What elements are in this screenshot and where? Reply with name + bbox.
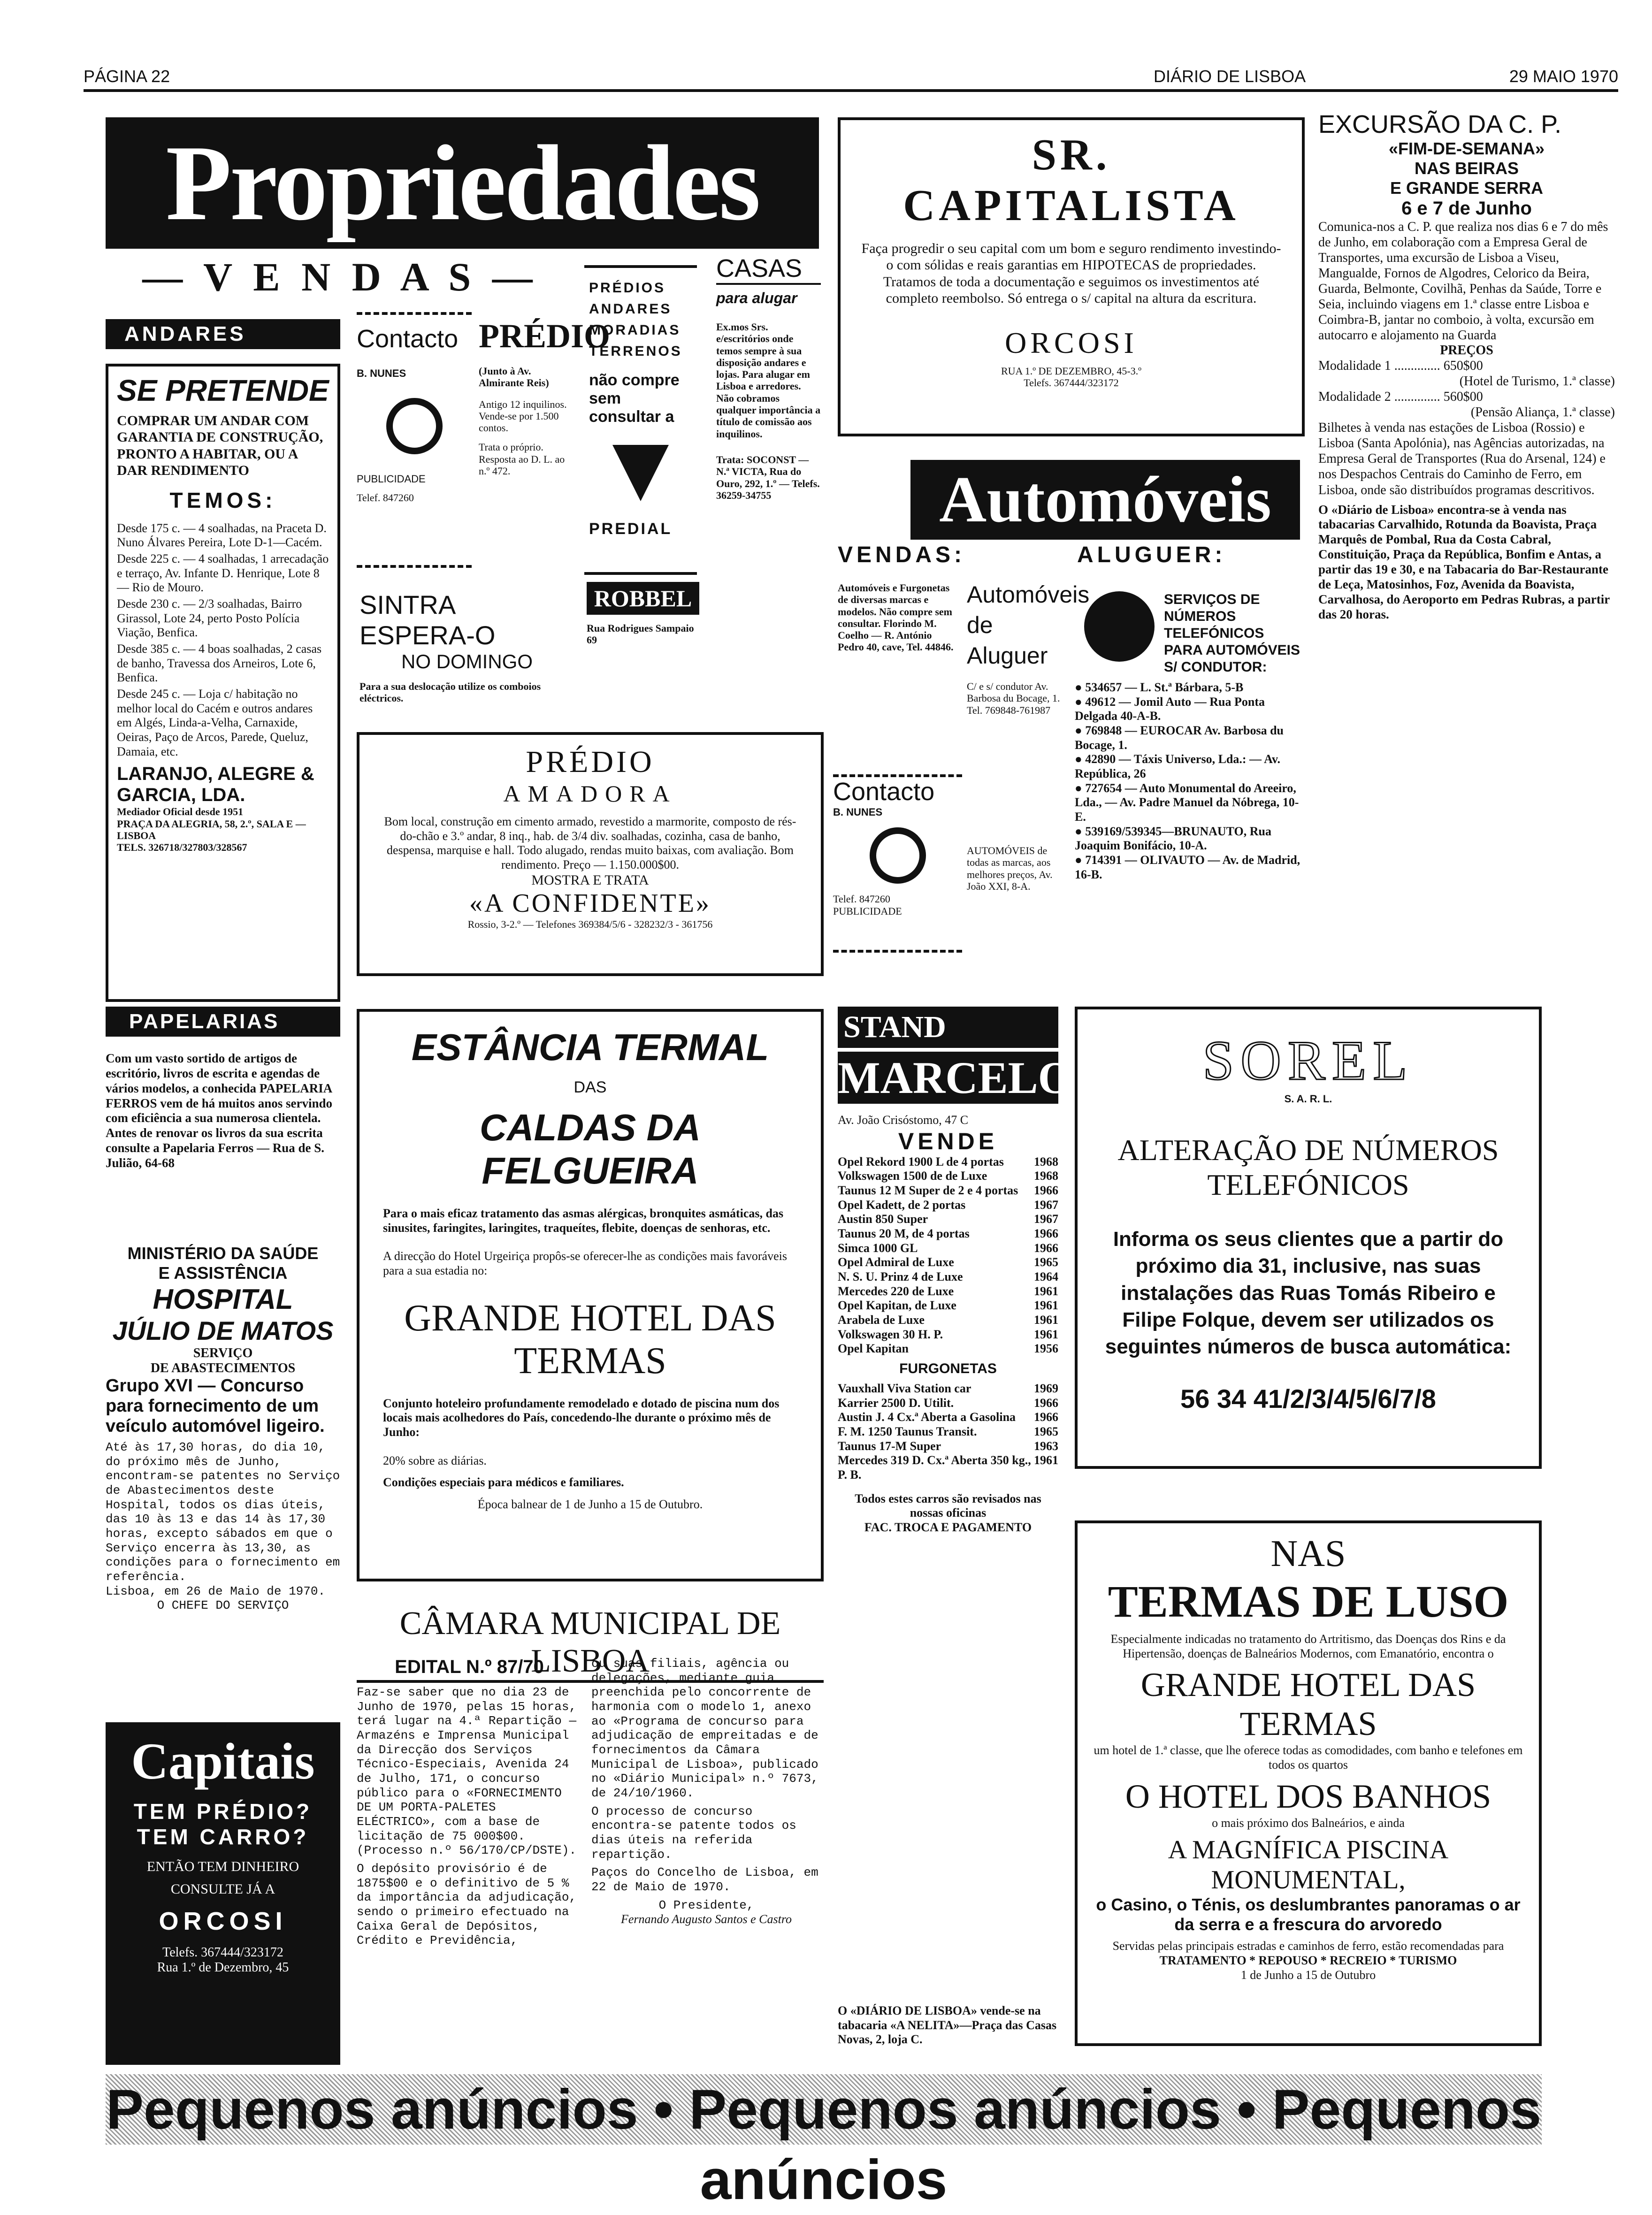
estancia-p3: Conjunto hoteleiro profundamente remodelado e dotado de piscina num dos locais mais acolhedores do País, concedendo-lhe durante o próximo mês de Junho: bbox=[383, 1396, 780, 1439]
car-row bbox=[838, 1198, 1058, 1213]
ministerio-t1: MINISTÉRIO DA SAÚDE bbox=[127, 1244, 319, 1263]
casas-title: CASAS bbox=[716, 254, 821, 285]
contacto-name: B. NUNES bbox=[357, 367, 406, 379]
pequenos-banner bbox=[106, 2074, 1542, 2211]
car-row bbox=[838, 1410, 1058, 1425]
casas-trata: Trata: SOCONST — N.ª VICTA, Rua do Ouro, 292, 1.º — Telefs. 36259-34755 bbox=[716, 453, 820, 501]
car-model: Opel Kapitan, de Luxe bbox=[838, 1298, 956, 1313]
andares-label: ANDARES bbox=[106, 319, 340, 349]
capitalista-company: ORCOSI bbox=[1005, 326, 1138, 359]
phone-item: ● 714391 — OLIVAUTO — Av. de Madrid, 16-B. bbox=[1075, 853, 1300, 881]
predio-small-sub: (Junto à Av. Almirante Reis) bbox=[479, 365, 549, 389]
car-model: Opel Admiral de Luxe bbox=[838, 1255, 954, 1269]
estancia-t3: CALDAS DA FELGUEIRA bbox=[479, 1107, 701, 1192]
car-row bbox=[838, 1155, 1058, 1169]
amadora-addr: Rossio, 3-2.º — Telefones 369384/5/6 - 328232/3 - 361756 bbox=[467, 918, 713, 930]
car-year: 1967 bbox=[1034, 1198, 1058, 1212]
automoveis-title: Automóveis bbox=[910, 460, 1300, 540]
predio-small-title: PRÉDIO bbox=[479, 317, 611, 355]
papelarias-label: PAPELARIAS bbox=[106, 1007, 340, 1037]
car-row bbox=[838, 1382, 1058, 1396]
andares-title: SE PRETENDE bbox=[117, 374, 329, 407]
andares-company: LARANJO, ALEGRE & GARCIA, LDA. bbox=[117, 764, 314, 806]
robbel-addr: Rua Rodrigues Sampaio 69 bbox=[587, 622, 694, 646]
contacto2-tel: Telef. 847260 bbox=[833, 893, 890, 905]
excursao-precos: PREÇOS bbox=[1440, 343, 1493, 358]
camara-col2c: Paços do Concelho de Lisboa, em 22 de Maio de 1970. bbox=[591, 1865, 818, 1894]
car-year: 1969 bbox=[1034, 1382, 1058, 1396]
stand-vende: VENDE bbox=[898, 1128, 998, 1154]
car-model: Taunus 12 M Super de 2 e 4 portas bbox=[838, 1184, 1018, 1198]
stand-title2: MARCELO bbox=[838, 1053, 1073, 1103]
luso-t1: Especialmente indicadas no tratamento do Artritismo, das Doenças dos Rins e da Hipertensão, doenças de Balneários Modernos, com Emanatório, encontra o bbox=[1110, 1632, 1506, 1660]
capitais-l4: CONSULTE JÁ A bbox=[170, 1881, 275, 1897]
ministerio-t5: SERVIÇO bbox=[193, 1346, 253, 1360]
sintra-text: Para a sua deslocação utilize os comboios eléctricos. bbox=[359, 680, 541, 704]
car-year: 1956 bbox=[1034, 1342, 1058, 1356]
car-row bbox=[838, 1298, 1058, 1313]
predial-line: ANDARES bbox=[589, 301, 672, 317]
luso-h3: A MAGNÍFICA PISCINA MONUMENTAL, bbox=[1168, 1835, 1449, 1895]
andares-ad bbox=[106, 364, 340, 1002]
sintra-title: SINTRA ESPERA-O bbox=[359, 590, 496, 650]
car-year: 1965 bbox=[1034, 1255, 1058, 1269]
car-row bbox=[838, 1169, 1058, 1184]
down-arrow-icon bbox=[612, 445, 669, 501]
sorel-title: ALTERAÇÃO DE NÚMEROS TELEFÓNICOS bbox=[1117, 1133, 1499, 1202]
luso-t6: TRATAMENTO * REPOUSO * RECREIO * TURISMO bbox=[1159, 1954, 1457, 1968]
luso-t2: um hotel de 1.ª classe, que lhe oferece todas as comodidades, com banho e telefones em todos os quartos bbox=[1094, 1743, 1523, 1772]
excursao-mod1b: (Hotel de Turismo, 1.ª classe) bbox=[1459, 374, 1615, 389]
car-row bbox=[838, 1184, 1058, 1198]
car-model: Taunus 17-M Super bbox=[838, 1439, 941, 1453]
stand-furg: FURGONETAS bbox=[899, 1361, 997, 1377]
contacto2-name: B. NUNES bbox=[833, 806, 883, 818]
camara-edital: EDITAL N.º 87/70 bbox=[395, 1657, 544, 1677]
phone-item: ● 769848 — EUROCAR Av. Barbosa du Bocage, 1. bbox=[1075, 724, 1284, 752]
car-model: F. M. 1250 Taunus Transit. bbox=[838, 1425, 977, 1439]
car-year: 1967 bbox=[1034, 1212, 1058, 1226]
car-row bbox=[838, 1270, 1058, 1284]
vendas-heading: — V E N D A S — bbox=[142, 254, 538, 299]
excursao-title: EXCURSÃO DA C. P. bbox=[1318, 110, 1562, 138]
phone-item: ● 42890 — Táxis Universo, Lda.: — Av. República, 26 bbox=[1075, 752, 1281, 781]
contacto-pub: PUBLICIDADE bbox=[357, 473, 426, 485]
luso-t3: o mais próximo dos Balneários, e ainda bbox=[1212, 1816, 1405, 1830]
page-number: PÁGINA 22 bbox=[84, 67, 170, 86]
capitalista-title: SR. CAPITALISTA bbox=[903, 130, 1239, 230]
stand-addr: Av. João Crisóstomo, 47 C bbox=[838, 1113, 969, 1127]
andares-mediador: Mediador Oficial desde 1951 bbox=[117, 806, 244, 818]
car-model: Opel Kapitan bbox=[838, 1342, 909, 1356]
ministerio-t3: HOSPITAL bbox=[153, 1283, 293, 1315]
car-model: Arabela de Luxe bbox=[838, 1313, 925, 1327]
camara-ad bbox=[357, 1605, 824, 2065]
sintra-ad bbox=[357, 587, 577, 704]
car-year: 1968 bbox=[1034, 1169, 1058, 1183]
luso-ad bbox=[1075, 1520, 1542, 2046]
camara-col1: Faz-se saber que no dia 23 de Junho de 1970, pelas 15 horas, terá lugar na 4.ª Repartição — Armazéns e Imprensa Municipal da Direcção dos Serviços Técnico-Especiais, Avenida 24 de Julho, 171, o concurso público para o «FORNECIMENTO DE UM PORTA-PALETES ELÉCTRICO», com a base de licitação de 75 000$00. (Processo n.º 56/170/CP/DSTE). bbox=[357, 1685, 577, 1858]
car-row bbox=[838, 1453, 1058, 1482]
robbel-ad bbox=[587, 582, 699, 676]
automoveis-vendas-text: Automóveis e Furgonetas de diversas marcas e modelos. Não compre sem consultar. Florindo M. Coelho — R. António Pedro 40, cave, Tel. 44846. bbox=[838, 582, 954, 653]
amadora-mostra: MOSTRA E TRATA bbox=[531, 872, 649, 888]
luso-t5: Servidas pelas principais estradas e caminhos de ferro, estão recomendadas para bbox=[1112, 1939, 1504, 1953]
papelarias-text: Com um vasto sortido de artigos de escritório, livros de escrita e agendas de vários modelos, a conhecida PAPELARIA FERROS vem de há muitos anos servindo com eficiência a sua numerosa clientela. Antes de renovar os livros da sua escrita consulte a Papelaria Ferros — Rua de S. Julião, 64-68 bbox=[106, 1051, 333, 1170]
andares-item: Desde 230 c. — 2/3 soalhadas, Bairro Girassol, Lote 24, perto Posto Polícia Viação, Benfica. bbox=[117, 596, 302, 640]
ministerio-ad bbox=[106, 1244, 340, 1703]
predio-amadora-ad bbox=[357, 732, 824, 976]
car-year: 1966 bbox=[1034, 1227, 1058, 1241]
capitais-l5: ORCOSI bbox=[159, 1907, 287, 1935]
car-row bbox=[838, 1241, 1058, 1256]
car-model: Opel Rekord 1900 L de 4 portas bbox=[838, 1154, 1004, 1169]
capitais-l6: Telefs. 367444/323172 bbox=[162, 1945, 283, 1960]
car-model: Mercedes 220 de Luxe bbox=[838, 1284, 954, 1298]
predial-line: MORADIAS bbox=[589, 322, 681, 338]
car-model: Karrier 2500 D. Utilit. bbox=[838, 1396, 954, 1410]
predial-bottom: PREDIAL bbox=[589, 520, 673, 538]
sorel-brand: SOREL bbox=[1202, 1029, 1414, 1092]
car-model: Volkswagen 1500 de de Luxe bbox=[838, 1169, 987, 1183]
predial-line: TERRENOS bbox=[589, 344, 682, 359]
andares-tels: TELS. 326718/327803/328567 bbox=[117, 841, 247, 854]
car-row bbox=[838, 1396, 1058, 1411]
andares-item: Desde 225 c. — 4 soalhadas, 1 arrecadação e terraço, Av. Infante D. Henrique, Lote 8 — Rio de Mouro. bbox=[117, 551, 329, 595]
phone-item: ● 539169/539345—BRUNAUTO, Rua Joaquim Bonifácio, 10-A. bbox=[1075, 824, 1271, 853]
excursao-text2: Bilhetes à venda nas estações de Lisboa (Rossio) e Lisboa (Santa Apolónia), nas Agências autorizadas, na Empresa Geral de Transportes (Rua do Arsenal, 124) e nos Despachos Centrais do Caminho de Ferro, em Lisboa, onde são distribuídos programas descritivos. bbox=[1318, 420, 1606, 497]
car-year: 1966 bbox=[1034, 1396, 1058, 1410]
car-model: Austin J. 4 Cx.ª Aberta a Gasolina bbox=[838, 1410, 1016, 1424]
predio-small-ad bbox=[474, 312, 611, 568]
stand-fac: FAC. TROCA E PAGAMENTO bbox=[864, 1520, 1032, 1535]
car-year: 1961 bbox=[1034, 1284, 1058, 1298]
excursao-sub1: «FIM-DE-SEMANA» bbox=[1388, 139, 1545, 158]
andares-item: Desde 245 c. — Loja c/ habitação no melhor local do Cacém e outros andares em Algés, Linda-a-Velha, Carnaxide, Oeiras, Paço de Arcos, Parede, Queluz, Damaia, etc. bbox=[117, 687, 313, 758]
telephone-icon bbox=[1084, 591, 1155, 662]
casas-sub: para alugar bbox=[716, 290, 797, 306]
capitais-l1: TEM PRÉDIO? bbox=[133, 1799, 313, 1824]
car-row bbox=[838, 1227, 1058, 1241]
casas-text: Ex.mos Srs. e/escritórios onde temos sempre à sua disposição andares e lojas. Para alugar em Lisboa e arredores. Não cobramos qualquer importância a título de comissão aos inquilinos. bbox=[716, 321, 821, 440]
car-year: 1964 bbox=[1034, 1270, 1058, 1284]
amadora-title: PRÉDIO bbox=[526, 745, 655, 779]
contacto-logo-icon bbox=[386, 398, 443, 454]
predio-small-text: Antigo 12 inquilinos. Vende-se por 1.500 contos. bbox=[479, 398, 567, 434]
car-year: 1966 bbox=[1034, 1241, 1058, 1255]
predial-line: PRÉDIOS bbox=[589, 280, 666, 296]
estancia-hotel: GRANDE HOTEL DAS TERMAS bbox=[404, 1297, 776, 1382]
estancia-p2: A direcção do Hotel Urgeiriça propôs-se oferecer-lhe as condições mais favoráveis para a sua estadia no: bbox=[383, 1249, 787, 1278]
servicos-title: SERVIÇOS DE NÚMEROS TELEFÓNICOS PARA AUTOMÓVEIS S/ CONDUTOR: bbox=[1164, 592, 1300, 675]
capitais-l7: Rua 1.º de Dezembro, 45 bbox=[157, 1960, 289, 1975]
stand-foot: Todos estes carros são revisados nas nossas oficinas bbox=[855, 1491, 1041, 1520]
excursao-text3: O «Diário de Lisboa» encontra-se à venda nas tabacarias Carvalhido, Rotunda da Boavista, Praça Marquês de Pombal, Rua da Costa Cabral, Constituição, Praça da República, Bonfim e Antas, a partir das 19 e 30, e na Tabacaria do Bar-Restaurante de Leça, Matosinhos, Foz, Avenida da Boavista, Carvalhosa, do Aeroporto em Pedras Rubras, a partir das 20 horas. bbox=[1318, 502, 1610, 621]
capitalista-text: Faça progredir o seu capital com um bom e seguro rendimento investindo-o com sólidas e reais garantias em HIPOTECAS de propriedades. Tratamos de toda a documentação e seguimos os investimentos até completo reembolso. Só entrega o s/ capital na altura da escritura. bbox=[861, 241, 1281, 306]
estancia-p6: Época balnear de 1 de Junho a 15 de Outubro. bbox=[477, 1497, 703, 1512]
estancia-p1: Para o mais eficaz tratamento das asmas alérgicas, bronquites asmáticas, das sinusites, faringites, laringites, traqueítes, flebite, doenças de senhoras, etc. bbox=[383, 1207, 784, 1235]
phone-item: ● 534657 — L. St.ª Bárbara, 5-B bbox=[1075, 680, 1244, 694]
pequenos-text: Pequenos anúncios • Pequenos anúncios • Pequenos anúncios bbox=[106, 2074, 1542, 2215]
car-year: 1961 bbox=[1034, 1313, 1058, 1327]
servicos-phones bbox=[1075, 676, 1305, 882]
luso-h1: GRANDE HOTEL DAS TERMAS bbox=[1140, 1666, 1476, 1743]
predial-lines bbox=[589, 277, 692, 362]
excursao-dates: 6 e 7 de Junho bbox=[1401, 198, 1532, 219]
car-model: Volkswagen 30 H. P. bbox=[838, 1327, 943, 1341]
automoveis-aluguer-ad bbox=[967, 580, 1090, 842]
car-row bbox=[838, 1328, 1058, 1342]
ministerio-t2: E ASSISTÊNCIA bbox=[158, 1263, 288, 1283]
estancia-t2: DAS bbox=[574, 1078, 607, 1096]
ministerio-text: Até às 17,30 horas, do dia 10, do próximo mês de Junho, encontram-se patentes no Serviço de Abastecimentos deste Hospital, todos os dias úteis, das 10 às 13 e das 14 às 17,30 horas, excepto sábados em que o Serviço encerra às 13,30, as condições para o fornecimento em referência. bbox=[106, 1440, 340, 1584]
predial-text: não compre sem consultar a bbox=[589, 371, 680, 426]
contacto-tel: Telef. 847260 bbox=[357, 491, 414, 504]
ministerio-t7: Grupo XVI — Concurso para fornecimento de um veículo automóvel ligeiro. bbox=[106, 1376, 325, 1436]
car-row bbox=[838, 1212, 1058, 1227]
contacto2-ad bbox=[833, 774, 962, 953]
car-year: 1966 bbox=[1034, 1184, 1058, 1198]
camara-col2e: Fernando Augusto Santos e Castro bbox=[620, 1912, 792, 1926]
camara-col1b: O depósito provisório é de 1875$00 e o definitivo de 5 % da importância da adjudicação, sendo o primeiro efectuado na Caixa Geral de Depósitos, Crédito e Previdência, bbox=[357, 1862, 577, 1948]
paper-name: DIÁRIO DE LISBOA bbox=[1154, 67, 1306, 86]
car-row bbox=[838, 1284, 1058, 1299]
estancia-ad bbox=[357, 1009, 824, 1581]
predial-ad bbox=[584, 265, 697, 575]
estancia-p5: Condições especiais para médicos e familiares. bbox=[383, 1475, 624, 1489]
sorel-sarl: S. A. R. L. bbox=[1284, 1093, 1332, 1105]
camara-col2: ou suas filiais, agência ou delegações, mediante guia preenchida pelo concorrente de harmonia com o modelo 1, anexo ao «Programa de concurso para adjudicação de empreitadas e de fornecimentos da Câmara Municipal de Lisboa», publicado no «Diário Municipal» n.º 7673, de 24/10/1960. bbox=[591, 1657, 818, 1801]
excursao-mod2: Modalidade 2 .............. 560$00 bbox=[1318, 390, 1483, 405]
auto-text: C/ e s/ condutor Av. Barbosa du Bocage, 1. Tel. 769848-761987 bbox=[967, 680, 1060, 716]
luso-t4: o Casino, o Ténis, os deslumbrantes panoramas o ar da serra e a frescura do arvoredo bbox=[1096, 1895, 1521, 1934]
contacto2-title: Contacto bbox=[833, 778, 935, 806]
amadora-agency: «A CONFIDENTE» bbox=[469, 888, 711, 918]
camara-title: CÂMARA MUNICIPAL DE LISBOA bbox=[357, 1605, 824, 1683]
predio-small-text2: Trata o próprio. Resposta ao D. L. ao n.º 472. bbox=[479, 441, 565, 477]
contacto-ad bbox=[357, 312, 472, 568]
excursao-text: Comunica-nos a C. P. que realiza nos dias 6 e 7 do mês de Junho, em colaboração com a Empresa Geral de Transportes, uma excursão de Lisboa a Viseu, Mangualde, Fornos de Algodres, Celorico da Beira, Guarda, Belmonte, Covilhã, Penhas da Saúde, Torre e Seia, incluindo viagens em 1.ª classe entre Lisboa e Coimbra-B, jantar no comboio, à volta, excursão em autocarro e alojamento na Guarda bbox=[1318, 220, 1608, 343]
camara-col2b: O processo de concurso encontra-se patente todos os dias úteis na referida repartição. bbox=[591, 1804, 796, 1862]
auto2-text: AUTOMÓVEIS de todas as marcas, aos melhores preços, Av. João XXI, 8-A. bbox=[967, 845, 1053, 892]
ministerio-date: Lisboa, em 26 de Maio de 1970. bbox=[106, 1584, 326, 1598]
car-model: Opel Kadett, de 2 portas bbox=[838, 1198, 966, 1212]
sorel-text: Informa os seus clientes que a partir do próximo dia 31, inclusive, nas suas instalações das Ruas Tomás Ribeiro e Filipe Folque, devem ser utilizados os seguintes números de busca automática: bbox=[1105, 1228, 1512, 1359]
luso-h2: O HOTEL DOS BANHOS bbox=[1125, 1777, 1491, 1815]
capitais-l2: TEM CARRO? bbox=[137, 1825, 309, 1849]
camara-col2d: O Presidente, bbox=[658, 1898, 754, 1912]
capitais-title: Capitais bbox=[131, 1733, 315, 1790]
contacto-title: Contacto bbox=[357, 325, 459, 353]
capitalista-ad bbox=[838, 117, 1305, 436]
nelita-text: O «DIÁRIO DE LISBOA» vende-se na tabacaria «A NELITA»—Praça das Casas Novas, 2, loja C. bbox=[838, 2004, 1057, 2047]
capitalista-tels: Telefs. 367444/323172 bbox=[1024, 376, 1119, 389]
amadora-sub: AMADORA bbox=[503, 780, 677, 807]
excursao-ad bbox=[1316, 108, 1617, 760]
car-row bbox=[838, 1255, 1058, 1270]
propriedades-title: Propriedades bbox=[106, 117, 819, 249]
servicos-ad bbox=[1075, 582, 1305, 1000]
ministerio-t6: DE ABASTECIMENTOS bbox=[150, 1361, 296, 1375]
luso-t7: 1 de Junho a 15 de Outubro bbox=[1240, 1968, 1376, 1982]
ministerio-sign: O CHEFE DO SERVIÇO bbox=[157, 1598, 289, 1613]
issue-date: 29 MAIO 1970 bbox=[1509, 67, 1618, 86]
car-year: 1961 bbox=[1034, 1327, 1058, 1341]
car-model: Mercedes 319 D. Cx.ª Aberta 350 kg., P. B. bbox=[838, 1453, 1031, 1482]
page-header bbox=[84, 62, 1618, 90]
car-row bbox=[838, 1425, 1058, 1439]
car-model: Simca 1000 GL bbox=[838, 1241, 918, 1255]
capitais-ad bbox=[106, 1722, 340, 2065]
sintra-sub: NO DOMINGO bbox=[401, 650, 533, 672]
phone-item: ● 727654 — Auto Monumental do Areeiro, Lda., — Av. Padre Manuel da Nóbrega, 10-E. bbox=[1075, 781, 1299, 824]
automoveis-aluguer: ALUGUER: bbox=[1077, 542, 1226, 567]
car-year: 1963 bbox=[1034, 1439, 1058, 1453]
sorel-nums: 56 34 41/2/3/4/5/6/7/8 bbox=[1180, 1384, 1436, 1414]
car-year: 1968 bbox=[1034, 1154, 1058, 1169]
andares-address: PRAÇA DA ALEGRIA, 58, 2.º, SALA E — LISBOA bbox=[117, 817, 306, 841]
stand-cars bbox=[838, 1155, 1058, 1356]
excursao-mod1: Modalidade 1 .............. 650$00 bbox=[1318, 359, 1483, 374]
luso-title: TERMAS DE LUSO bbox=[1108, 1576, 1509, 1627]
auto-title: Automóveis de Aluguer bbox=[967, 581, 1090, 669]
contacto2-pub: PUBLICIDADE bbox=[833, 905, 902, 917]
car-year: 1961 bbox=[1034, 1453, 1058, 1467]
excursao-mod2b: (Pensão Aliança, 1.ª classe) bbox=[1470, 405, 1615, 420]
casas-ad bbox=[713, 251, 824, 711]
car-row bbox=[838, 1313, 1058, 1328]
andares-item: Desde 175 c. — 4 soalhadas, na Praceta D. Nuno Álvares Pereira, Lote D-1—Cacém. bbox=[117, 521, 327, 550]
header-rule bbox=[84, 89, 1618, 92]
capitais-l3: ENTÃO TEM DINHEIRO bbox=[146, 1859, 299, 1874]
car-row bbox=[838, 1439, 1058, 1454]
car-model: N. S. U. Prinz 4 de Luxe bbox=[838, 1270, 963, 1284]
stand-furgs bbox=[838, 1382, 1058, 1482]
andares-item: Desde 385 c. — 4 boas soalhadas, 2 casas de banho, Travessa dos Arneiros, Lote 6, Benfica. bbox=[117, 642, 322, 685]
andares-temos: TEMOS: bbox=[169, 488, 276, 512]
phone-item: ● 49612 — Jomil Auto — Rua Ponta Delgada 40-A-B. bbox=[1075, 695, 1265, 723]
andares-list bbox=[117, 521, 329, 759]
car-row bbox=[838, 1342, 1058, 1356]
andares-intro: COMPRAR UM ANDAR COM GARANTIA DE CONSTRUÇÃO, PRONTO A HABITAR, OU A DAR RENDIMENTO bbox=[117, 413, 323, 479]
car-model: Austin 850 Super bbox=[838, 1212, 928, 1226]
car-year: 1966 bbox=[1034, 1410, 1058, 1424]
robbel-brand: ROBBEL bbox=[587, 582, 699, 615]
amadora-text: Bom local, construção em cimento armado, revestido a marmorite, composto de rés-do-chão e 3.º andar, 8 inq., hab. de 3/4 div. soalhadas, cozinha, casa de banho, despensa, marquise e hall. Todo alugado, rendas muito baixas, com avaliação. Bom rendimento. Preço — 1.150.000$00. bbox=[384, 815, 796, 872]
excursao-sub3: E GRANDE SERRA bbox=[1390, 178, 1544, 198]
luso-nas: NAS bbox=[1270, 1533, 1346, 1574]
car-year: 1961 bbox=[1034, 1298, 1058, 1313]
ministerio-t4: JÚLIO DE MATOS bbox=[112, 1316, 334, 1345]
estancia-p4: 20% sobre as diárias. bbox=[383, 1453, 487, 1467]
capitalista-addr: RUA 1.º DE DEZEMBRO, 45-3.º bbox=[1001, 365, 1142, 377]
car-model: Taunus 20 M, de 4 portas bbox=[838, 1227, 970, 1241]
automoveis-vendas: VENDAS: bbox=[838, 542, 966, 567]
excursao-sub2: NAS BEIRAS bbox=[1414, 159, 1519, 178]
car-year: 1965 bbox=[1034, 1425, 1058, 1439]
estancia-t1: ESTÂNCIA TERMAL bbox=[411, 1026, 769, 1068]
stand-title1: STAND bbox=[838, 1007, 1058, 1048]
car-model: Vauxhall Viva Station car bbox=[838, 1382, 971, 1396]
sorel-ad bbox=[1075, 1007, 1542, 1469]
stand-ad bbox=[838, 1007, 1073, 2001]
contacto2-logo-icon bbox=[870, 827, 926, 884]
